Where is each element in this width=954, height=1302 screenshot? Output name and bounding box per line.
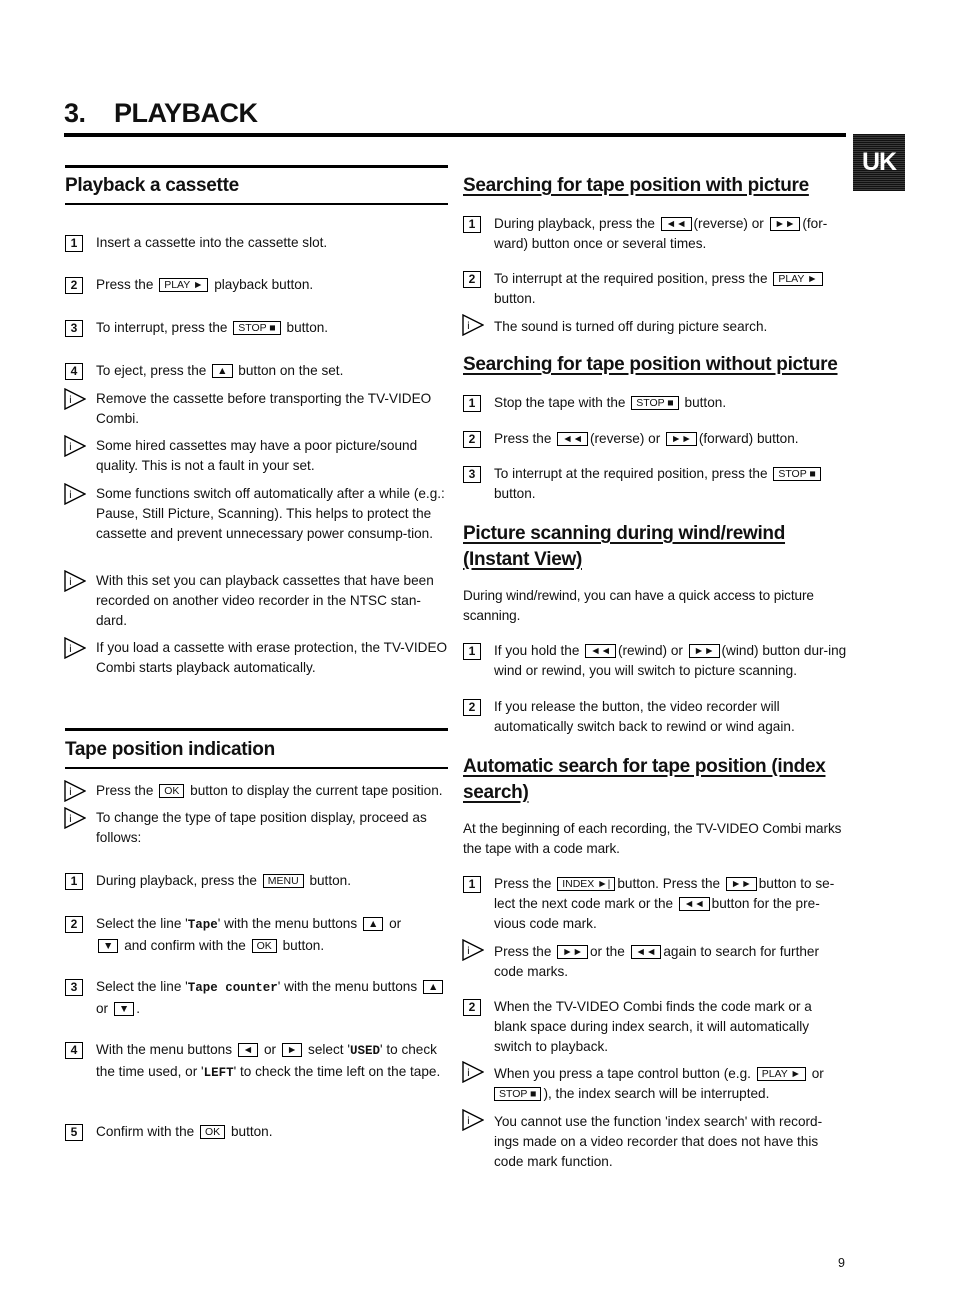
step-number: 3: [65, 979, 83, 996]
info-text: Some hired cassettes may have a poor picture/sound quality. This is not a fault in your set.: [96, 438, 418, 473]
rewind-key-icon: ◄◄: [585, 644, 616, 658]
step-3: [463, 464, 847, 501]
step-text: To interrupt at the required position, press the: [494, 466, 768, 481]
step-number: 5: [65, 1124, 83, 1141]
step-1: [65, 871, 448, 891]
chapter-number: 3.: [64, 98, 86, 128]
step-text: If you hold the: [494, 643, 580, 658]
step-text: playback button.: [214, 277, 314, 292]
step-text: button.: [282, 937, 325, 953]
info-icon: [64, 435, 86, 457]
info-text: When you press a tape control button (e.g.: [494, 1066, 751, 1081]
step-number: 3: [463, 466, 481, 483]
svg-text:i: i: [467, 321, 470, 332]
step-text: Press the: [96, 277, 154, 292]
step-text: or: [389, 916, 402, 931]
eject-key-icon: ▲: [212, 364, 232, 378]
section-rule: [65, 728, 448, 731]
info-text: To change the type of tape position display, proceed as follows:: [96, 810, 427, 845]
step-text: ' with the menu buttons: [217, 916, 358, 931]
step-text: To interrupt, press the: [96, 320, 228, 335]
step-1: [65, 233, 448, 253]
step-number: 2: [65, 277, 83, 294]
step-number: 2: [65, 916, 83, 933]
svg-text:i: i: [69, 814, 72, 825]
svg-text:i: i: [467, 946, 470, 957]
step-number: 1: [463, 643, 481, 660]
step-text: button.: [286, 320, 329, 335]
step-text: Press the: [494, 876, 552, 891]
step-text: button. Press the: [617, 876, 721, 891]
step-text: .: [136, 1000, 141, 1016]
step-2: [65, 914, 448, 953]
info-icon: [462, 939, 484, 961]
step-number: 1: [65, 235, 83, 252]
stop-key-icon: STOP ■: [233, 321, 280, 335]
step-text: button to se-lect the next code mark or the: [494, 876, 835, 911]
section-title-picture-scanning: [463, 521, 847, 573]
step-number: 1: [463, 395, 481, 412]
svg-text:i: i: [467, 1068, 470, 1079]
svg-text:i: i: [69, 787, 72, 798]
step-text: If you release the button, the video recorder will automatically switch back to rewind or wind again.: [494, 699, 795, 734]
info-icon: [462, 314, 484, 336]
step-text: button for the pre-vious code mark.: [494, 895, 820, 931]
step-text: To interrupt at the required position, press the: [494, 271, 768, 286]
up-key-icon: ▲: [423, 980, 443, 994]
info-text: Remove the cassette before transporting the TV-VIDEO Combi.: [96, 391, 432, 426]
step-text: (wind) button dur-ing wind or rewind, you will switch to picture scanning.: [494, 643, 847, 678]
menu-key-icon: MENU: [263, 874, 304, 888]
info-text: Some functions switch off automatically after a while (e.g.: Pause, Still Picture, Scanning). This helps to protect the cassette and prevent unnecessary power consump-tion.: [96, 486, 445, 541]
rewind-key-icon: ◄◄: [679, 897, 710, 911]
page-number: 9: [838, 1256, 845, 1270]
step-1: [463, 874, 847, 931]
step-number: 2: [463, 999, 481, 1016]
play-key-icon: PLAY ►: [773, 272, 822, 286]
forward-key-icon: ►►: [770, 217, 801, 231]
step-number: 1: [463, 216, 481, 233]
play-key-icon: PLAY ►: [159, 278, 208, 292]
step-1: [463, 393, 847, 413]
step-text: ' to check the time left on the tape.: [233, 1063, 441, 1079]
section-title-line: search): [463, 782, 529, 803]
step-text: button.: [684, 395, 727, 410]
step-2: [65, 275, 448, 295]
menu-line-name: Tape: [187, 918, 218, 932]
info-text: With this set you can playback cassettes that have been recorded on another video recorder in the NTSC stan-dard.: [96, 573, 434, 628]
step-text: or: [263, 1042, 277, 1057]
section-title-index-search: [463, 754, 847, 806]
step-3: [65, 318, 448, 338]
step-text: Confirm with the: [96, 1124, 195, 1139]
forward-key-icon: ►►: [666, 432, 697, 446]
info-icon: [64, 637, 86, 659]
step-text: During playback, press the: [96, 873, 257, 888]
info-text: button to display the current tape position.: [190, 783, 443, 798]
info-text: again to search for further code marks.: [494, 944, 820, 979]
step-number: 4: [65, 363, 83, 380]
intro-paragraph: At the beginning of each recording, the TV-VIDEO Combi marks the tape with a code mark.: [463, 821, 842, 856]
step-text: button on the set.: [238, 363, 344, 378]
info-text: or the: [590, 944, 625, 959]
stop-key-icon: STOP ■: [773, 467, 820, 481]
step-text: Insert a cassette into the cassette slot.: [96, 235, 328, 250]
rewind-key-icon: ◄◄: [557, 432, 588, 446]
ok-key-icon: OK: [159, 784, 184, 798]
svg-text:i: i: [69, 644, 72, 655]
down-key-icon: ▼: [114, 1002, 134, 1016]
stop-key-icon: STOP ■: [631, 396, 678, 410]
step-number: 3: [65, 320, 83, 337]
step-text: Select the line ': [96, 916, 188, 931]
step-number: 2: [463, 699, 481, 716]
index-key-icon: INDEX ►|: [557, 877, 615, 891]
svg-text:i: i: [69, 442, 72, 453]
section-title-tape-position: Tape position indication: [65, 739, 448, 769]
info-icon: [462, 1109, 484, 1131]
info-text: If you load a cassette with erase protection, the TV-VIDEO Combi starts playback automatically.: [96, 640, 448, 675]
info-text: You cannot use the function 'index search' with record-ings made on a video recorder that does not have this code mark function.: [494, 1114, 823, 1169]
svg-text:i: i: [69, 395, 72, 406]
rewind-key-icon: ◄◄: [661, 217, 692, 231]
step-number: 2: [463, 271, 481, 288]
section-title-line: (Instant View): [463, 549, 582, 570]
step-text: button.: [494, 290, 536, 306]
section-rule: [65, 165, 448, 168]
info-icon: [64, 807, 86, 829]
info-text: The sound is turned off during picture search.: [494, 319, 768, 334]
step-text: Select the line ': [96, 979, 188, 994]
play-key-icon: PLAY ►: [757, 1067, 806, 1081]
left-key-icon: ◄: [238, 1043, 258, 1057]
section-title-search-with-picture: Searching for tape position with picture: [463, 175, 809, 196]
svg-text:i: i: [467, 1116, 470, 1127]
step-text: Press the: [494, 431, 552, 446]
menu-option-left: LEFT: [203, 1065, 234, 1080]
info-icon: [64, 483, 86, 505]
ok-key-icon: OK: [252, 939, 277, 953]
step-text: Stop the tape with the: [494, 395, 626, 410]
step-2: [463, 697, 847, 734]
step-text: or: [96, 1000, 109, 1016]
info-icon: [64, 388, 86, 410]
step-number: 1: [65, 873, 83, 890]
step-4: [65, 1040, 448, 1080]
step-text: select ': [308, 1042, 350, 1057]
info-icon: [462, 1061, 484, 1083]
info-text: or: [811, 1066, 824, 1081]
step-text: (for-ward) button once or several times.: [494, 216, 828, 251]
forward-key-icon: ►►: [557, 945, 588, 959]
step-2: [463, 269, 847, 306]
step-text: ' to check the time used, or ': [96, 1042, 437, 1079]
step-number: 1: [463, 876, 481, 893]
menu-option-used: USED: [349, 1044, 380, 1058]
chapter-title: PLAYBACK: [114, 98, 258, 128]
step-text: (reverse) or: [693, 216, 764, 231]
right-key-icon: ►: [282, 1043, 302, 1057]
step-4: [65, 361, 448, 381]
info-icon: [64, 570, 86, 592]
step-text: With the menu buttons: [96, 1042, 233, 1057]
down-key-icon: ▼: [98, 939, 118, 953]
up-key-icon: ▲: [363, 917, 383, 931]
step-number: 4: [65, 1042, 83, 1059]
step-text: button.: [230, 1124, 273, 1139]
step-text: and confirm with the: [124, 937, 246, 953]
step-1: [463, 641, 847, 678]
intro-paragraph: During wind/rewind, you can have a quick access to picture scanning.: [463, 588, 814, 623]
step-text: (reverse) or: [590, 431, 661, 446]
step-text: When the TV-VIDEO Combi finds the code mark or a blank space during index search, it will automatically switch to playback.: [494, 999, 812, 1054]
rewind-key-icon: ◄◄: [631, 945, 662, 959]
section-title-playback: Playback a cassette: [65, 175, 448, 205]
step-text: During playback, press the: [494, 216, 655, 231]
step-text: button.: [309, 873, 352, 888]
step-text: (forward) button.: [698, 431, 799, 446]
chapter-heading: [64, 98, 258, 129]
step-2: [463, 429, 847, 449]
forward-key-icon: ►►: [726, 877, 757, 891]
section-title-search-without-picture: Searching for tape position without picture: [463, 354, 838, 375]
svg-text:i: i: [69, 577, 72, 588]
section-title-line: Automatic search for tape position (index: [463, 756, 826, 777]
info-text: Press the: [96, 783, 154, 798]
svg-text:i: i: [69, 490, 72, 501]
step-3: [65, 977, 448, 1016]
step-text: To eject, press the: [96, 363, 207, 378]
step-1: [463, 214, 847, 251]
step-number: 2: [463, 431, 481, 448]
step-text: ' with the menu buttons: [277, 979, 418, 994]
chapter-rule: [64, 133, 846, 137]
step-2: [463, 997, 847, 1054]
stop-key-icon: STOP ■: [494, 1087, 541, 1101]
step-5: [65, 1122, 448, 1142]
info-text: Press the: [494, 944, 552, 959]
menu-line-name: Tape counter: [187, 981, 278, 995]
forward-key-icon: ►►: [689, 644, 720, 658]
step-text: button.: [494, 485, 536, 501]
ok-key-icon: OK: [200, 1125, 225, 1139]
language-tab: UK: [853, 134, 905, 191]
info-text: ), the index search will be interrupted.: [543, 1085, 770, 1101]
step-text: (rewind) or: [617, 643, 683, 658]
info-icon: [64, 780, 86, 802]
section-title-line: Picture scanning during wind/rewind: [463, 523, 786, 544]
